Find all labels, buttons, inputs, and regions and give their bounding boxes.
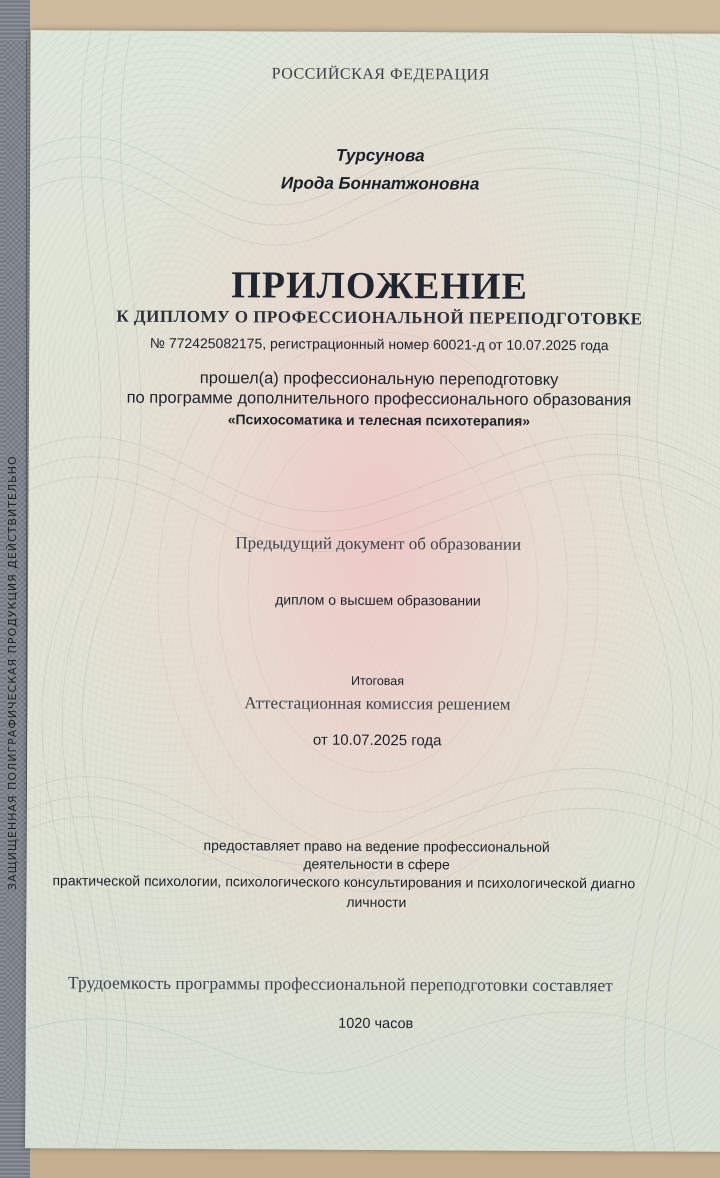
previous-document-value: диплом о высшем образовании — [275, 591, 481, 609]
document-title: ПРИЛОЖЕНИЕ — [231, 264, 529, 308]
decision-date: от 10.07.2025 года — [312, 731, 442, 750]
holder-surname: Турсунова — [335, 145, 425, 166]
rights-line4: личности — [346, 893, 407, 911]
rights-line2: деятельности в сфере — [303, 855, 450, 873]
workload-value: 1020 часов — [338, 1015, 414, 1033]
workload-label: Трудоемкость программы профессиональной переподготовки составляет — [67, 972, 613, 996]
holder-given-names: Ирода Боннатжоновна — [280, 173, 480, 194]
program-name: «Психосоматика и телесная психотерапия» — [227, 411, 531, 429]
document-subtitle: К ДИПЛОМУ О ПРОФЕССИОНАЛЬНОЙ ПЕРЕПОДГОТОВКЕ — [116, 306, 643, 329]
country-heading: РОССИЙСКАЯ ФЕДЕРАЦИЯ — [271, 65, 490, 84]
document-content — [25, 30, 720, 1152]
commission-final-word: Итоговая — [350, 673, 405, 689]
commission-label: Аттестационная комиссия решением — [244, 693, 511, 714]
program-intro-line1: прошел(а) профессиональную переподготовку — [199, 369, 559, 389]
previous-document-label: Предыдущий документ об образовании — [235, 533, 522, 554]
diploma-number: № 772425082175, регистрационный номер 60021-д от 10.07.2025 года — [149, 334, 609, 354]
diploma-sheet — [25, 30, 720, 1152]
security-strip-text: ЗАЩИЩЕННАЯ ПОЛИГРАФИЧЕСКАЯ ПРОДУКЦИЯ ДЕЙСТВИТЕЛЬНО — [6, 455, 19, 890]
program-intro-line2: по программе дополнительного профессионального образования — [126, 388, 632, 410]
rights-line3: практической психологии, психологического консультирования и психологической диагно — [52, 872, 636, 892]
rights-line1: предоставляет право на ведение профессиональной — [203, 837, 550, 855]
